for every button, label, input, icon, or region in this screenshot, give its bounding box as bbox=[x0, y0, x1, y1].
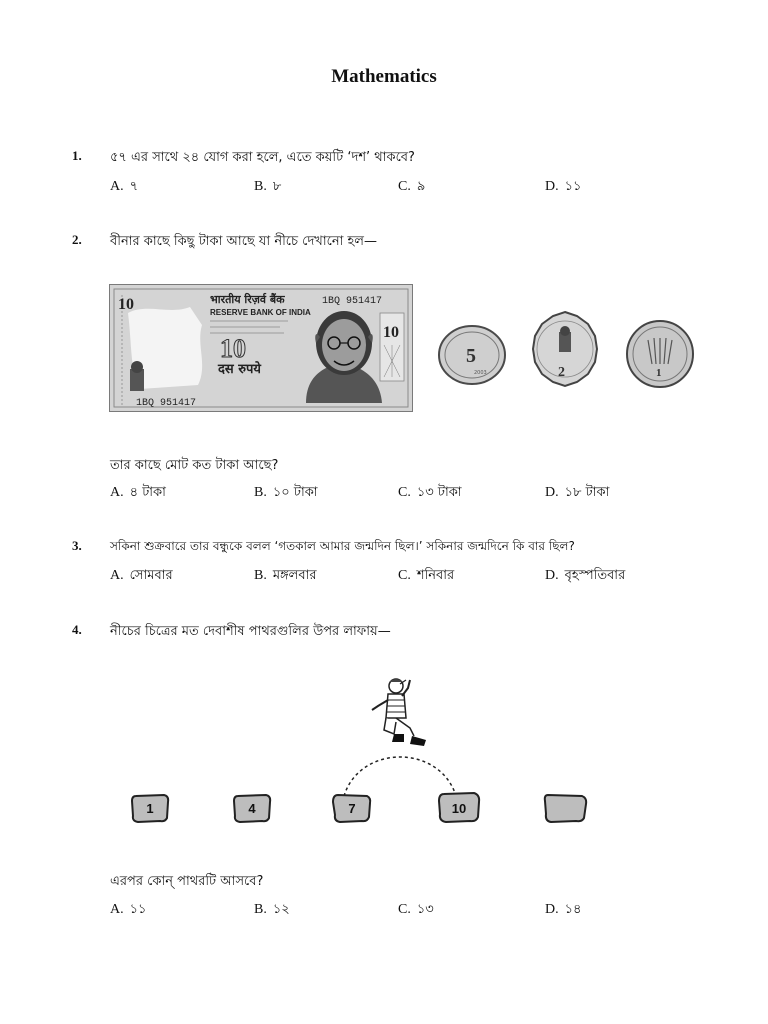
question-1-option-c[interactable]: C. ৯ bbox=[398, 179, 426, 194]
one-rupee-coin-image bbox=[624, 318, 696, 390]
question-4-subtext: এরপর কোন্ পাথরটি আসবে? bbox=[110, 874, 264, 889]
question-2-option-a[interactable]: A. ৪ টাকা bbox=[110, 485, 166, 500]
emblem-icon bbox=[130, 361, 144, 391]
question-2-number: 2. bbox=[72, 232, 82, 247]
question-4-number: 4. bbox=[72, 622, 82, 637]
stone-1-label: 1 bbox=[146, 801, 154, 816]
coin-1-value: 5 bbox=[466, 345, 476, 367]
coin-2-value: 2 bbox=[558, 365, 565, 380]
question-4-option-a[interactable]: A. ১১ bbox=[110, 902, 147, 917]
stone-2 bbox=[232, 792, 272, 824]
question-3-option-d[interactable]: D. বৃহস্পতিবার bbox=[545, 568, 626, 583]
two-rupee-coin-image bbox=[530, 310, 600, 388]
stone-3-label: 7 bbox=[348, 801, 356, 816]
question-4-text: নীচের চিত্রের মত দেবাশীষ পাথরগুলির উপর লাফায়— bbox=[110, 624, 391, 639]
question-1-option-d[interactable]: D. ১১ bbox=[545, 179, 582, 194]
banknote-hindi-title: भारतीय रिज़र्व बैंक bbox=[210, 293, 285, 306]
stone-5-unknown bbox=[542, 792, 588, 824]
svg-text:2003: 2003 bbox=[474, 370, 487, 376]
question-1-number: 1. bbox=[72, 148, 82, 163]
emblem-icon bbox=[559, 326, 571, 352]
question-3-option-b[interactable]: B. মঙ্গলবার bbox=[254, 568, 317, 583]
question-2-option-d[interactable]: D. ১৮ টাকা bbox=[545, 485, 610, 500]
question-4-option-d[interactable]: D. ১৪ bbox=[545, 902, 582, 917]
stone-4 bbox=[436, 790, 482, 824]
question-1-option-a[interactable]: A. ৭ bbox=[110, 179, 139, 194]
question-2-text: বীনার কাছে কিছু টাকা আছে যা নীচে দেখানো হল— bbox=[110, 234, 377, 249]
question-4-option-b[interactable]: B. ১২ bbox=[254, 902, 290, 917]
banknote-serial-top: 1BQ 951417 bbox=[322, 296, 383, 307]
stone-3 bbox=[331, 792, 373, 824]
stone-1 bbox=[130, 792, 170, 824]
ten-rupee-note-image bbox=[109, 284, 413, 412]
question-4-option-c[interactable]: C. ১৩ bbox=[398, 902, 434, 917]
stone-2-label: 4 bbox=[248, 801, 256, 816]
banknote-english-title: RESERVE BANK OF INDIA bbox=[210, 308, 311, 317]
question-3-option-c[interactable]: C. শনিবার bbox=[398, 568, 455, 583]
banknote-serial-bottom: 1BQ 951417 bbox=[136, 398, 197, 409]
svg-text:10: 10 bbox=[118, 296, 134, 313]
question-3-option-a[interactable]: A. সোমবার bbox=[110, 568, 173, 583]
banknote-hindi-value: दस रुपये bbox=[218, 362, 261, 377]
coin-3-value: 1 bbox=[656, 367, 662, 379]
question-2-option-b[interactable]: B. ১০ টাকা bbox=[254, 485, 318, 500]
banknote-denomination-side: 10 bbox=[383, 324, 399, 341]
banknote-denomination-large: 10 bbox=[220, 334, 246, 363]
question-2-option-c[interactable]: C. ১৩ টাকা bbox=[398, 485, 462, 500]
question-3-text: সকিনা শুক্রবারে তার বন্ধুকে বলল ‘গতকাল আমার জন্মদিন ছিল।’ সকিনার জন্মদিনে কি বার ছিল? bbox=[110, 539, 575, 553]
question-3-number: 3. bbox=[72, 538, 82, 553]
page-title: Mathematics bbox=[331, 66, 437, 87]
five-rupee-coin-image bbox=[436, 324, 508, 386]
stone-4-label: 10 bbox=[451, 801, 467, 816]
question-1-option-b[interactable]: B. ৮ bbox=[254, 179, 282, 194]
question-1-text: ৫৭ এর সাথে ২৪ যোগ করা হলে, এতে কয়টি ‘দশ’ থাকবে? bbox=[110, 150, 415, 165]
question-2-subtext: তার কাছে মোট কত টাকা আছে? bbox=[110, 458, 279, 473]
